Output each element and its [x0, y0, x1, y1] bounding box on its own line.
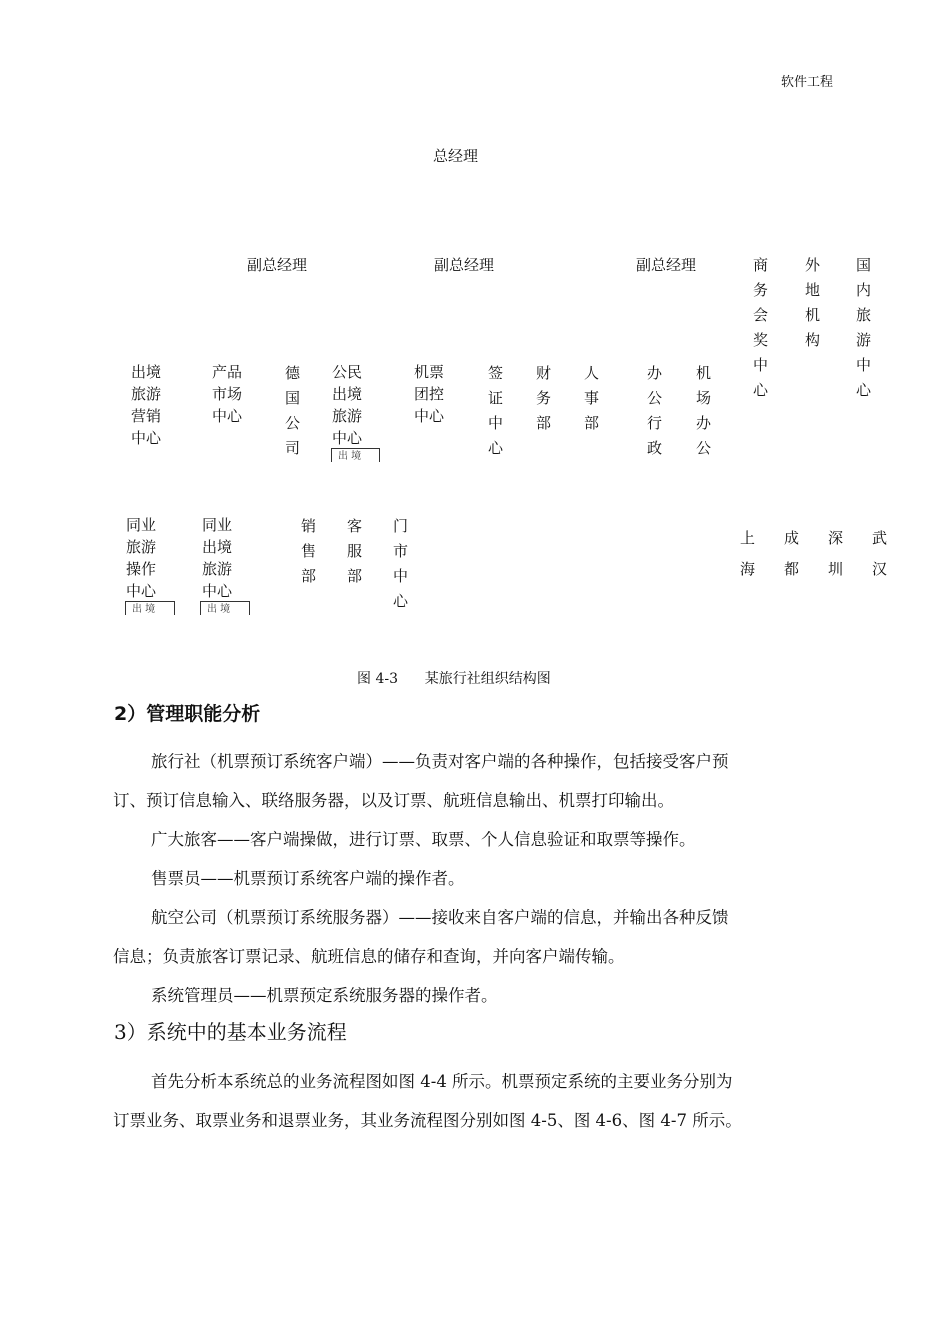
org-dept-admin-office: 办 公 行 政: [647, 364, 663, 457]
org-sub-retail-center: 门 市 中 心: [393, 517, 409, 610]
org-cut-box: 出 境: [331, 448, 380, 462]
org-vice-manager-2: 副总经理: [434, 256, 495, 274]
org-dept-hr: 人 事 部: [584, 364, 600, 432]
org-sub-customer-service: 客 服 部: [347, 517, 363, 585]
section-heading: 3）系统中的基本业务流程: [114, 1020, 347, 1044]
org-dept-citizen-outbound: 公民 出境 旅游 中心: [332, 363, 363, 447]
paragraph-line: 系统管理员——机票预定系统服务器的操作者。: [151, 986, 498, 1005]
org-sub-peer-operations: 同业 旅游 操作 中心: [126, 516, 157, 600]
paragraph-line: 旅行社（机票预订系统客户端）——负责对客户端的各种操作，包括接受客户预: [151, 752, 729, 771]
org-root-general-manager: 总经理: [433, 147, 479, 165]
org-unit-business-conference: 商 务 会 奖 中 心: [753, 256, 769, 399]
org-dept-product-market: 产品 市场 中心: [212, 363, 243, 425]
org-branch-shanghai: 上 海: [740, 529, 756, 578]
org-branch-chengdu: 成 都: [784, 529, 800, 578]
org-dept-finance: 财 务 部: [536, 364, 552, 432]
org-branch-wuhan: 武 汉: [872, 529, 888, 578]
org-unit-external-branches: 外 地 机 构: [805, 256, 821, 349]
paragraph-line: 订、预订信息输入、联络服务器，以及订票、航班信息输出、机票打印输出。: [113, 791, 674, 810]
org-cut-box: 出 境: [125, 601, 175, 615]
paragraph: [113, 742, 833, 1015]
page-header-title: 软件工程: [781, 75, 834, 90]
org-dept-airport-office: 机 场 办 公: [696, 364, 712, 457]
org-dept-outbound-marketing: 出境 旅游 营销 中心: [131, 363, 162, 447]
org-vice-manager-1: 副总经理: [247, 256, 308, 274]
paragraph-line: 首先分析本系统总的业务流程图如图 4-4 所示。机票预定系统的主要业务分别为: [151, 1072, 733, 1091]
org-vice-manager-3: 副总经理: [636, 256, 697, 274]
org-branch-shenzhen: 深 圳: [828, 529, 844, 578]
org-dept-germany-company: 德 国 公 司: [285, 364, 301, 457]
paragraph-line: 广大旅客——客户端操做，进行订票、取票、个人信息验证和取票等操作。: [151, 830, 696, 849]
org-cut-box: 出 境: [200, 601, 250, 615]
paragraph: [113, 1062, 833, 1140]
paragraph-line: 航空公司（机票预订系统服务器）——接收来自客户端的信息，并输出各种反馈: [151, 908, 729, 927]
section-heading: 2）管理职能分析: [114, 703, 261, 725]
org-dept-visa-center: 签 证 中 心: [488, 364, 504, 457]
org-sub-peer-outbound: 同业 出境 旅游 中心: [202, 516, 233, 600]
figure-caption: 图 4-3 某旅行社组织结构图: [357, 671, 551, 687]
org-unit-domestic-travel: 国 内 旅 游 中 心: [856, 256, 872, 399]
paragraph-line: 信息；负责旅客订票记录、航班信息的储存和查询，并向客户端传输。: [113, 947, 625, 966]
org-dept-ticket-group: 机票 团控 中心: [414, 363, 445, 425]
paragraph-line: 订票业务、取票业务和退票业务，其业务流程图分别如图 4-5、图 4-6、图 4-7 所示。: [113, 1111, 742, 1130]
paragraph-line: 售票员——机票预订系统客户端的操作者。: [151, 869, 465, 888]
org-sub-sales: 销 售 部: [301, 517, 317, 585]
